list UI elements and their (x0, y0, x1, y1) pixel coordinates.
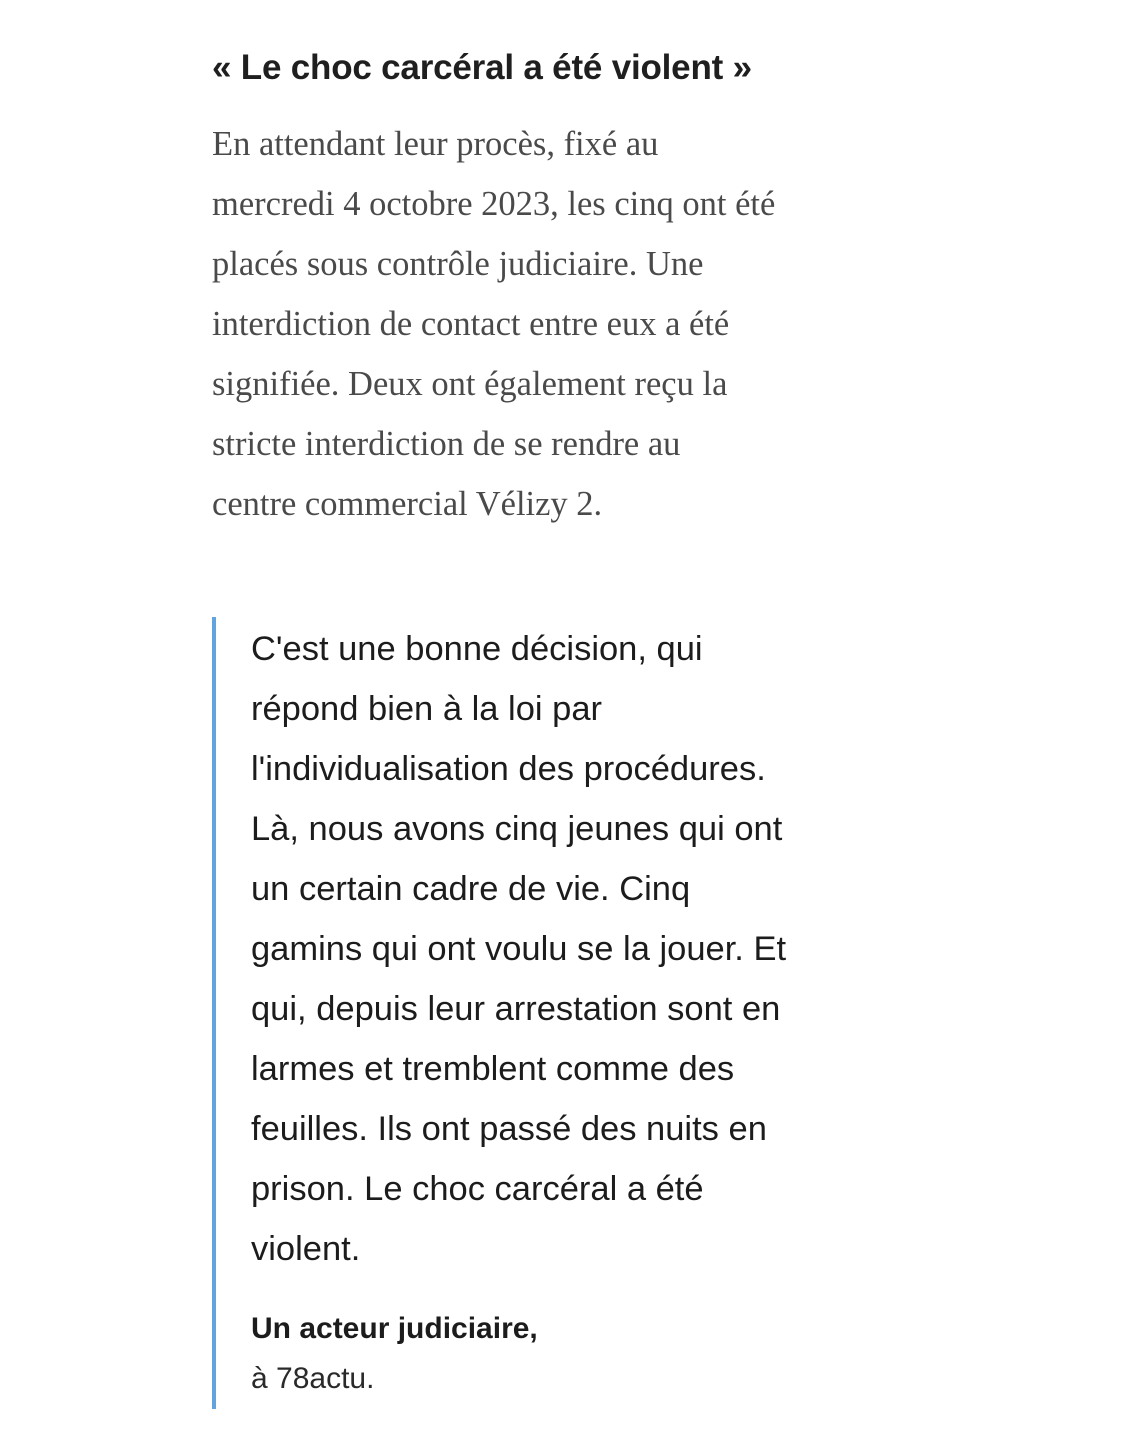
section-heading: « Le choc carcéral a été violent » (212, 48, 752, 87)
article-paragraph: En attendant leur procès, fixé au mercredi 4 octobre 2023, les cinq ont été placés sous contrôle judiciaire. Une interdiction de contact entre eux a été signifiée. Deux ont également reçu la stricte interdiction de se rendre au centre commercial Vélizy 2. (212, 125, 776, 523)
quote-source: à 78actu. (251, 1362, 375, 1395)
quote-author: Un acteur judiciaire, (251, 1312, 538, 1345)
pull-quote (212, 617, 941, 1409)
quote-text: C'est une bonne décision, qui répond bien à la loi par l'individualisation des procédures. Là, nous avons cinq jeunes qui ont un certain cadre de vie. Cinq gamins qui ont voulu se la jouer. Et qui, depuis leur arrestation sont en larmes et tremblent comme des feuilles. Ils ont passé des nuits en prison. Le choc carcéral a été violent. (251, 630, 787, 1268)
article-content (212, 0, 912, 1395)
